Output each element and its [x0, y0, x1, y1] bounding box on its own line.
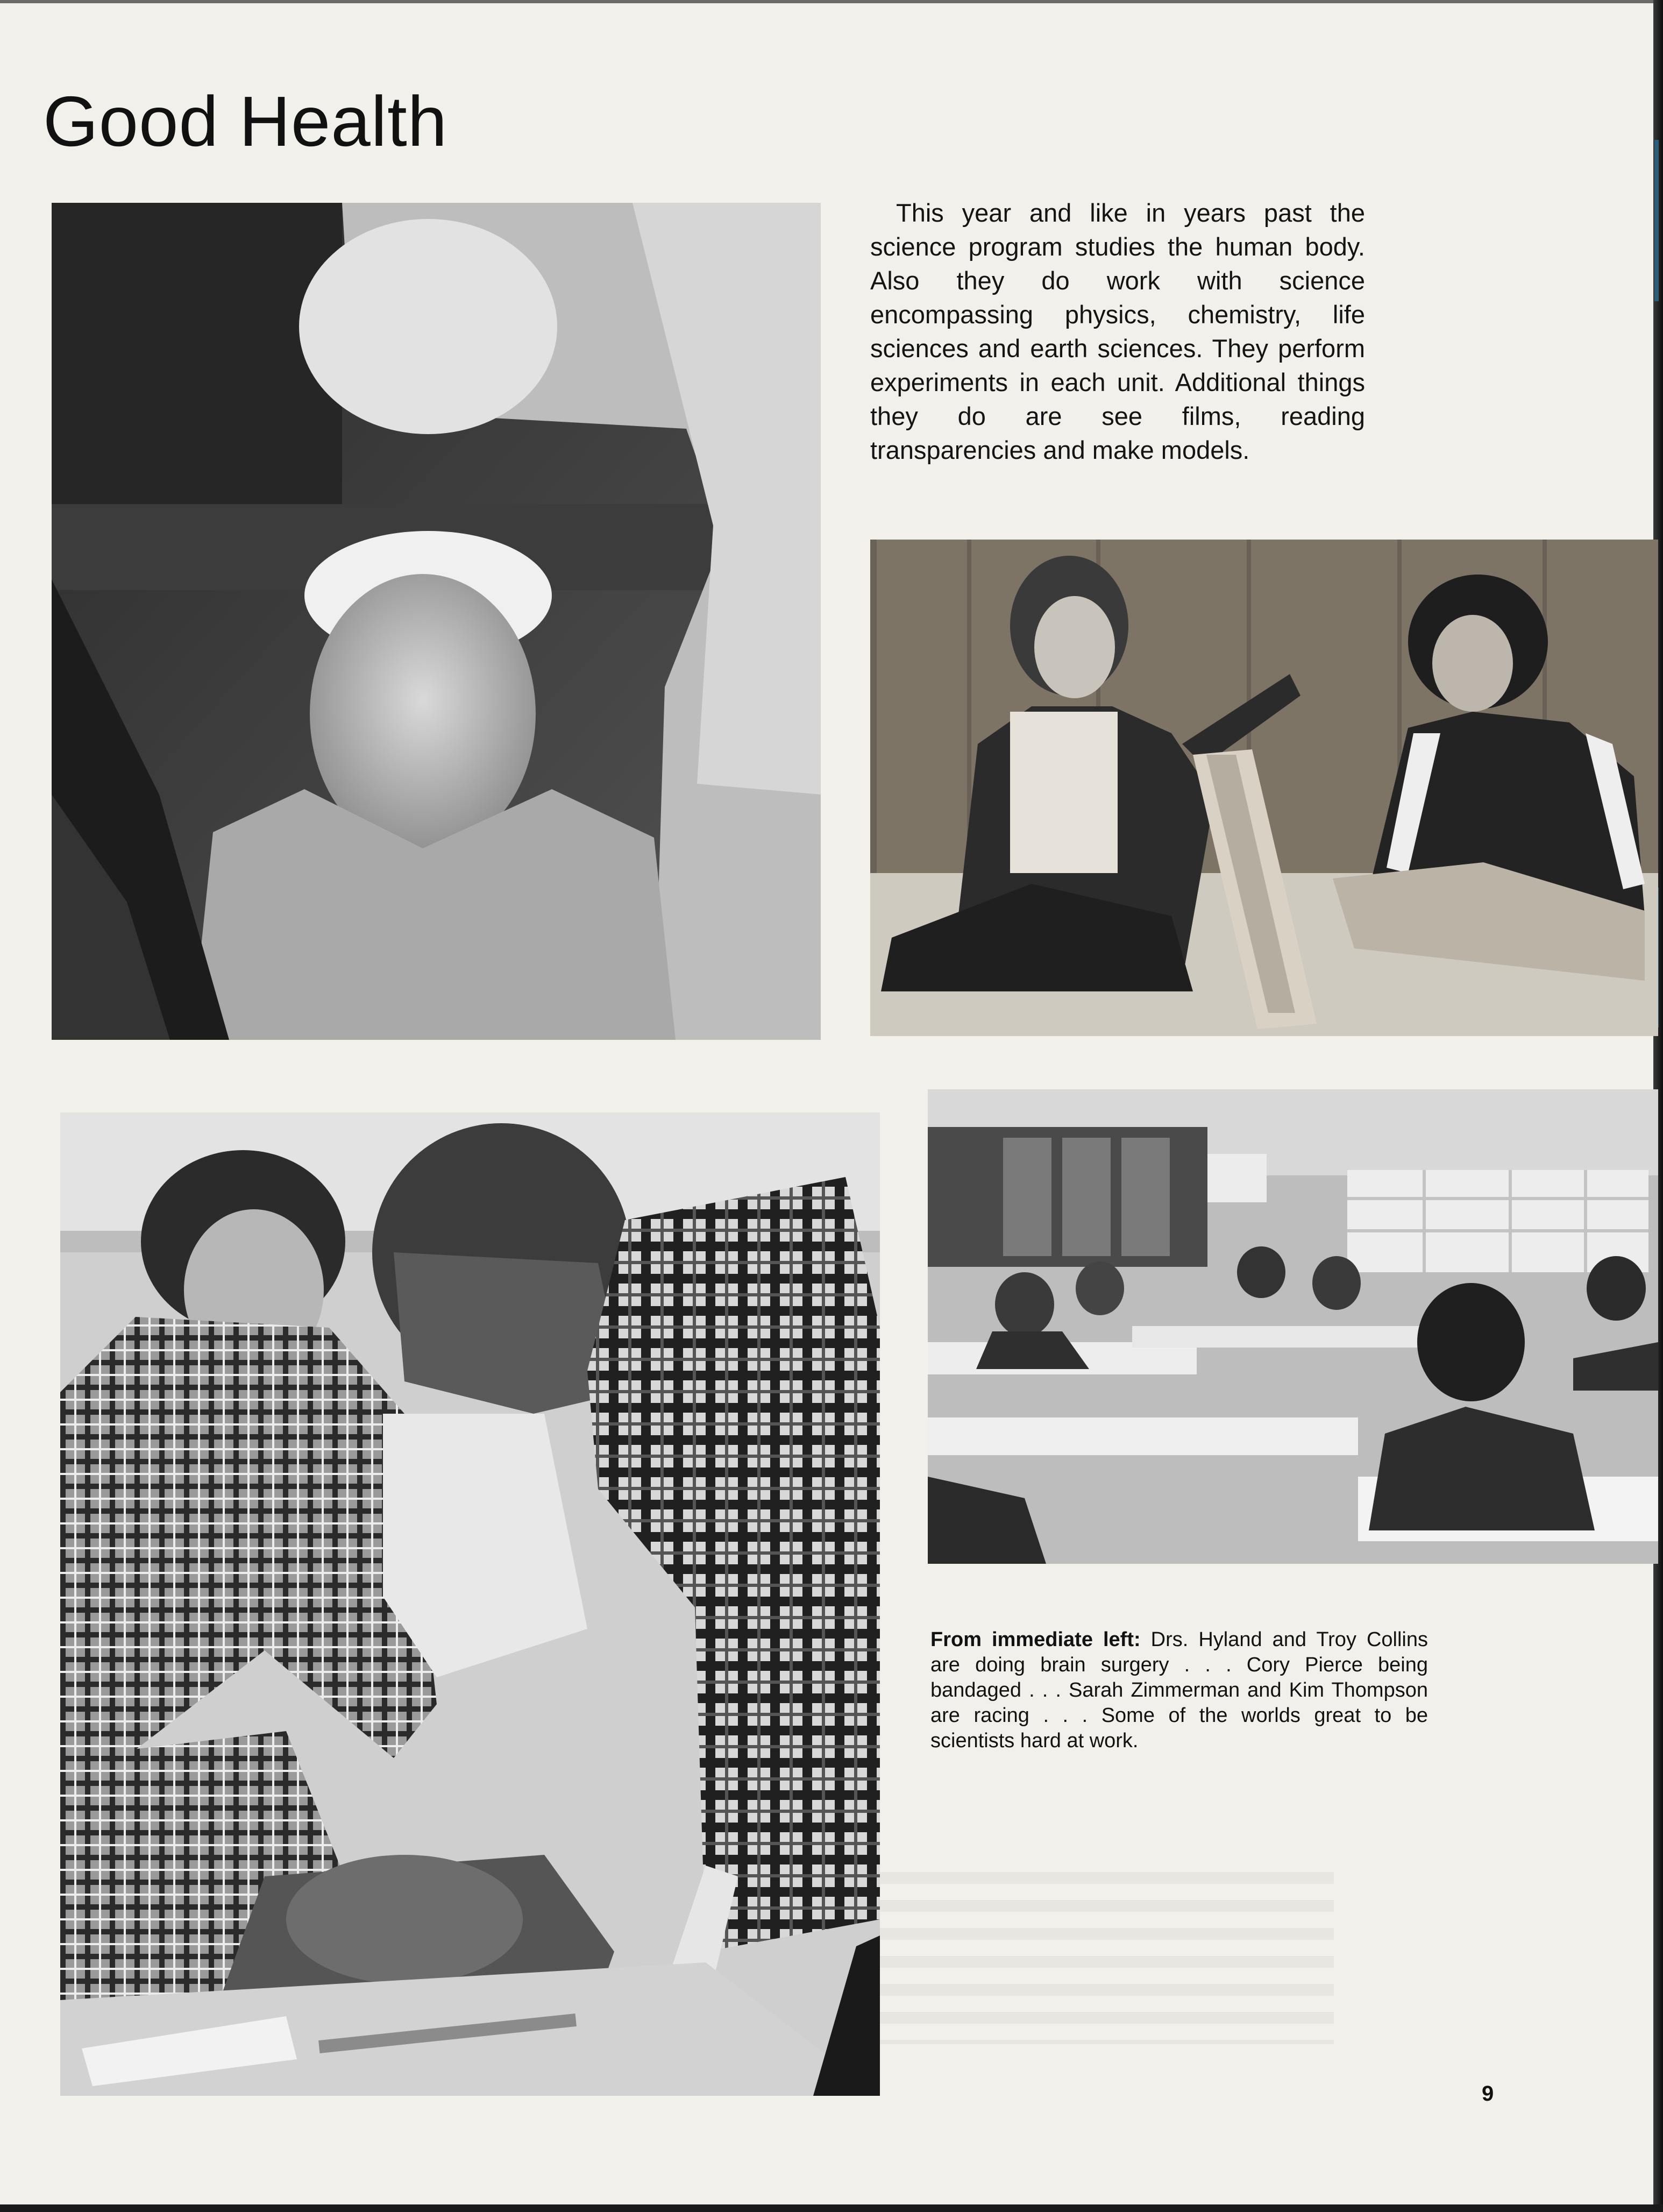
photo-classroom-image — [928, 1089, 1658, 1564]
caption-text: Drs. Hyland and Troy Collins are doing brain surgery . . . Cory Pierce being bandaged . . . Sarah Zimmerman and Kim Thompson are racing . . . Some of the worlds great to be scientists hard at work. — [930, 1628, 1428, 1752]
photo-caption — [930, 1627, 1428, 1754]
photo-racing-students — [870, 540, 1658, 1036]
photo-bandaged-student-image — [52, 203, 821, 1040]
article-body: This year and like in years past the science program studies the human body. Also they do work with science encompassing physics, chemistry, life sciences and earth sciences. They perform experiments in each unit. Additional things they do are see films, reading transparencies and make models. — [870, 198, 1365, 464]
photo-brain-surgery — [60, 1112, 880, 2096]
bleed-through-text — [565, 81, 587, 174]
page-top-edge — [0, 0, 1663, 3]
page-number: 9 — [1482, 2082, 1494, 2105]
bleed-through-lines — [850, 1872, 1334, 2044]
photo-classroom — [928, 1089, 1658, 1564]
photo-racing-students-image — [870, 540, 1658, 1036]
photo-bandaged-student — [52, 203, 821, 1040]
photo-brain-surgery-image — [60, 1112, 880, 2096]
caption-lead: From immediate left: — [930, 1628, 1141, 1651]
page-title: Good Health — [43, 82, 448, 161]
page-bottom-edge — [0, 2204, 1663, 2212]
